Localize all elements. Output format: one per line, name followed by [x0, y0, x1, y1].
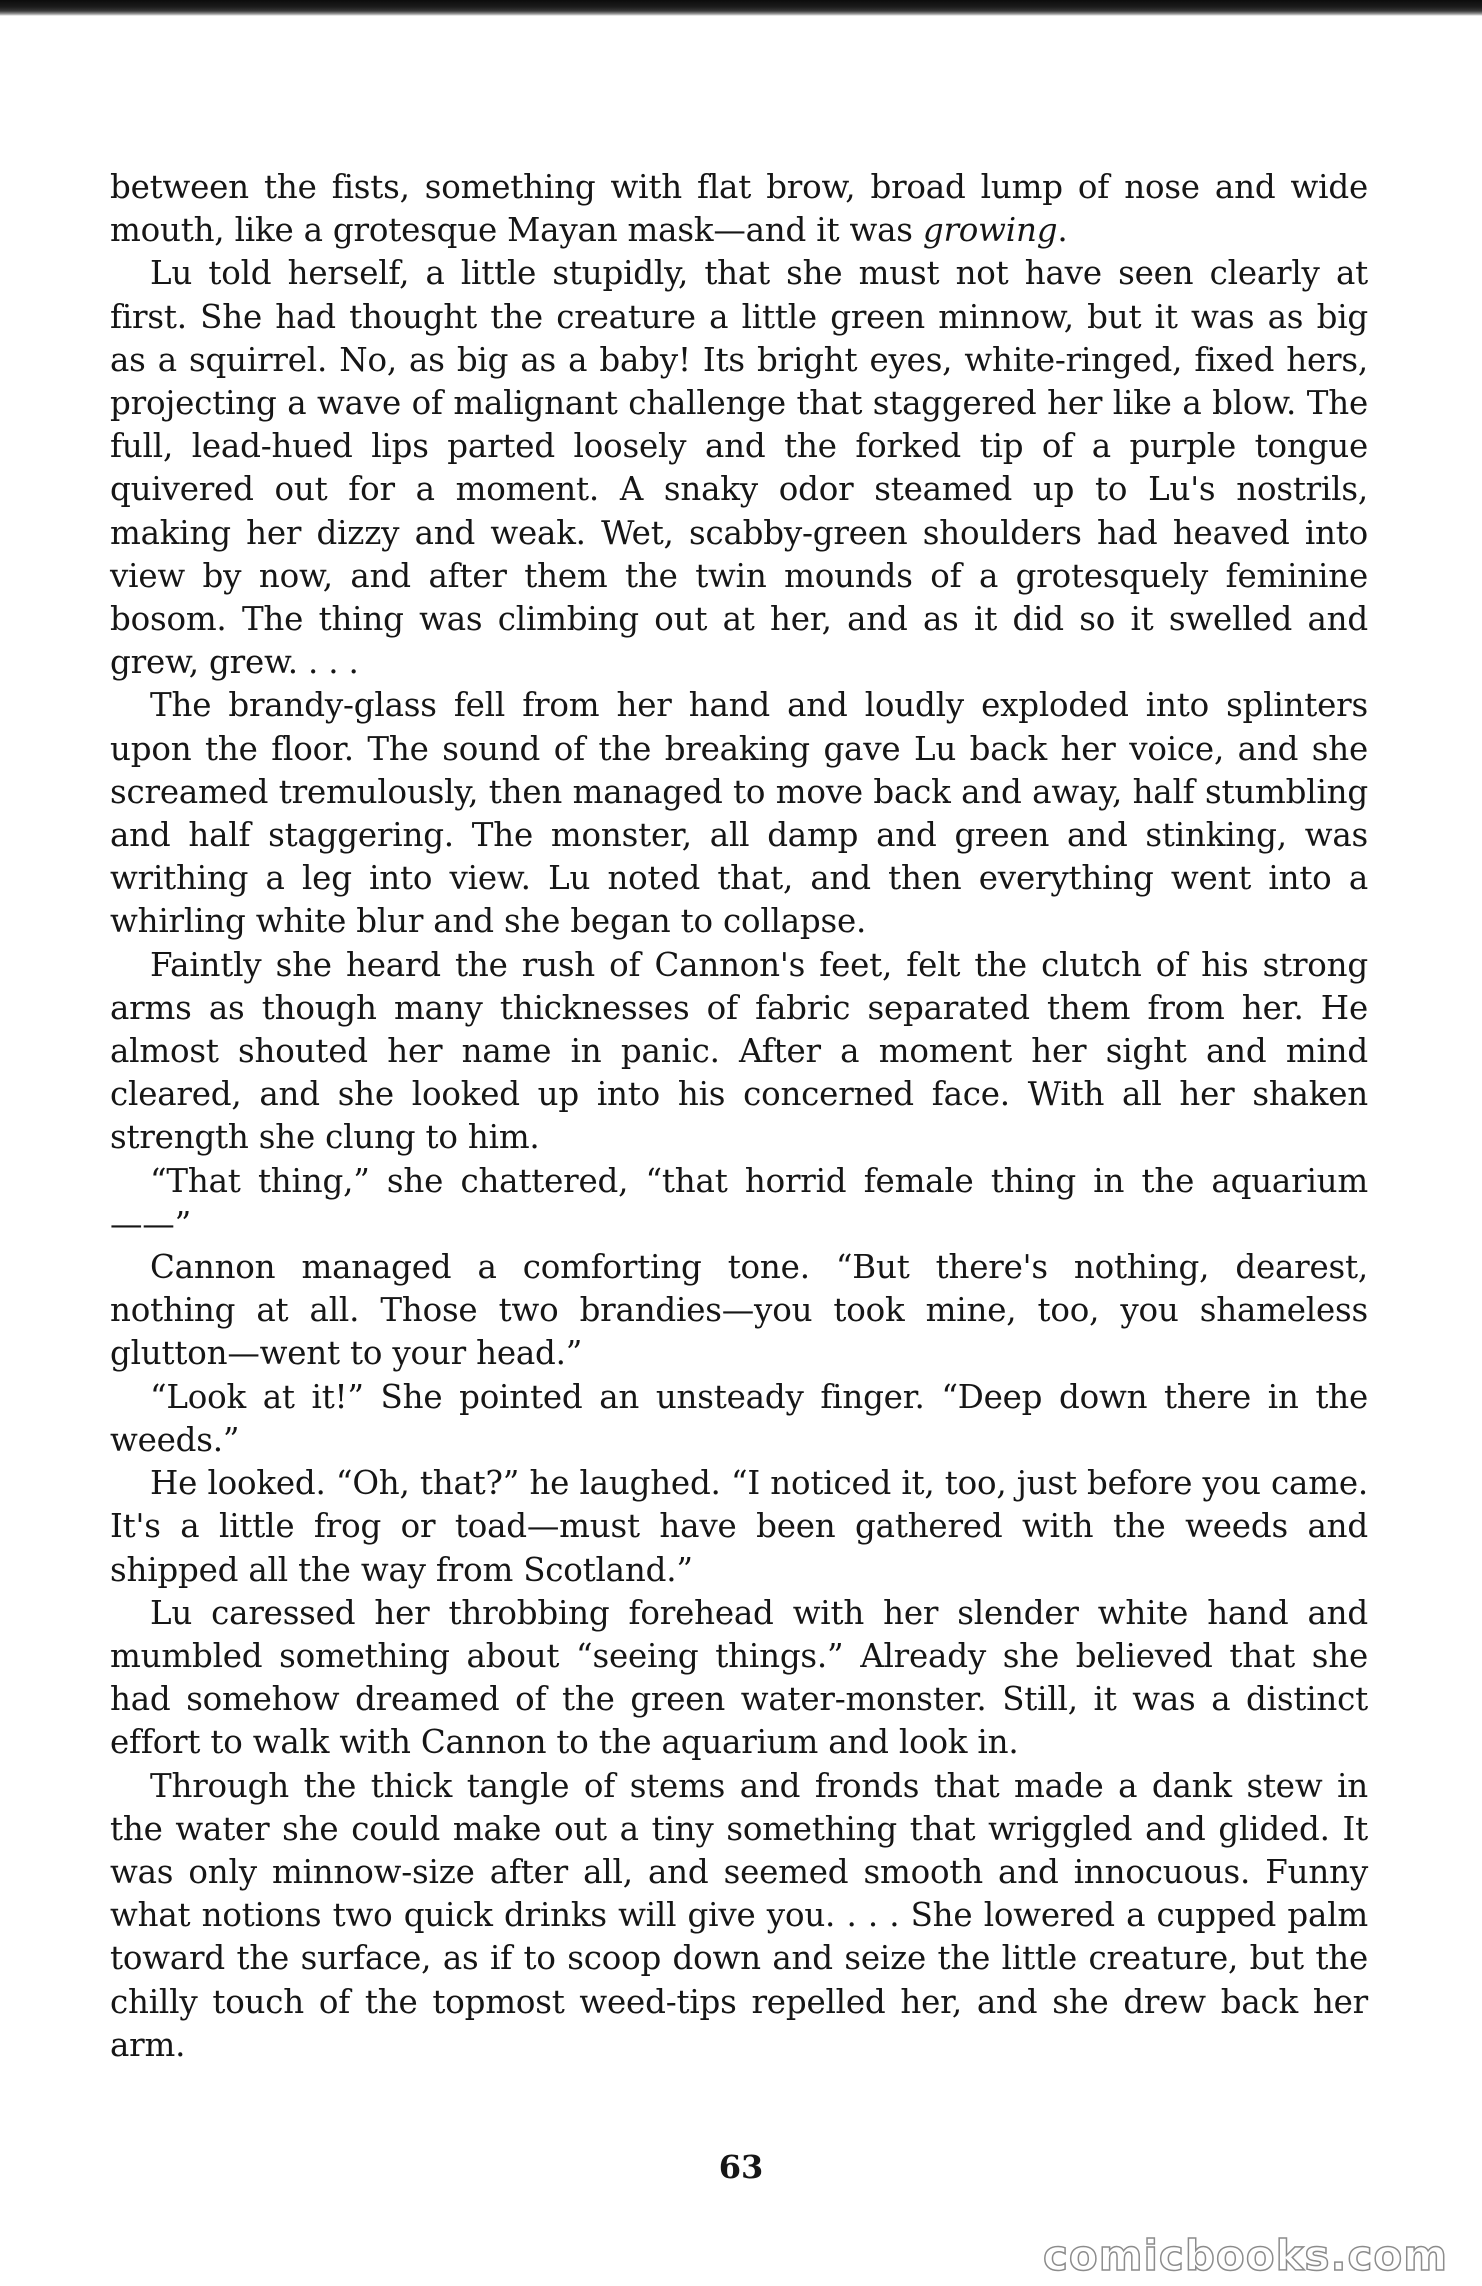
paragraph-text-end: .	[1057, 211, 1068, 250]
paragraph: Faintly she heard the rush of Cannon's feet, felt the clutch of his strong arms as though many thicknesses of fabric separated them from her. He almost shouted her name in panic. After a moment her sight and mind cleared, and she looked up into his concerned face. With all her shaken strength she clung to him.	[110, 945, 1368, 1157]
page-number: 63	[718, 2148, 764, 2186]
story-text	[110, 166, 1368, 2067]
paragraph-text: between the fists, something with flat brow, broad lump of nose and wide mouth, like a grotesque Mayan mask—and it was	[110, 168, 1368, 250]
paragraph	[110, 166, 1368, 252]
paragraph: The brandy-glass fell from her hand and loudly exploded into splinters upon the floor. The sound of the breaking gave Lu back her voice, and she screamed tremulously, then managed to move back and away, half stumbling and half staggering. The monster, all damp and green and stinking, was writhing a leg into view. Lu noted that, and then everything went into a whirling white blur and she began to collapse.	[110, 686, 1368, 941]
paragraph: Cannon managed a comforting tone. “But there's nothing, dearest, nothing at all. Those two brandies—you took mine, too, you shameless glutton—went to your head.”	[110, 1248, 1368, 1373]
emphasized-word: growing	[922, 211, 1058, 250]
paragraph: Lu caressed her throbbing forehead with her slender white hand and mumbled something about “seeing things.” Already she believed that she had somehow dreamed of the green water-monster. Still, it was a distinct effort to walk with Cannon to the aquarium and look in.	[110, 1593, 1368, 1762]
paragraph: Through the thick tangle of stems and fronds that made a dank stew in the water she could make out a tiny something that wriggled and glided. It was only minnow-size after all, and seemed smooth and innocuous. Funny what notions two quick drinks will give you. . . . She lowered a cupped palm toward the surface, as if to scoop down and seize the little creature, but the chilly touch of the topmost weed-tips repelled her, and she drew back her arm.	[110, 1766, 1368, 2064]
scan-top-edge	[0, 0, 1482, 16]
paragraph: He looked. “Oh, that?” he laughed. “I noticed it, too, just before you came. It's a little frog or toad—must have been gathered with the weeds and shipped all the way from Scotland.”	[110, 1464, 1368, 1589]
paragraph: “Look at it!” She pointed an unsteady finger. “Deep down there in the weeds.”	[110, 1377, 1368, 1459]
paragraph: “That thing,” she chattered, “that horrid female thing in the aquarium——”	[110, 1161, 1368, 1243]
watermark: comicbooks.com	[1043, 2231, 1448, 2280]
paragraph: Lu told herself, a little stupidly, that she must not have seen clearly at first. She had thought the creature a little green minnow, but it was as big as a squirrel. No, as big as a baby! Its bright eyes, white-ringed, fixed hers, projecting a wave of malignant challenge that staggered her like a blow. The full, lead-hued lips parted loosely and the forked tip of a purple tongue quivered out for a moment. A snaky odor steamed up to Lu's nostrils, making her dizzy and weak. Wet, scabby-green shoulders had heaved into view by now, and after them the twin mounds of a grotesquely feminine bosom. The thing was climbing out at her, and as it did so it swelled and grew, grew. . . .	[110, 254, 1368, 682]
